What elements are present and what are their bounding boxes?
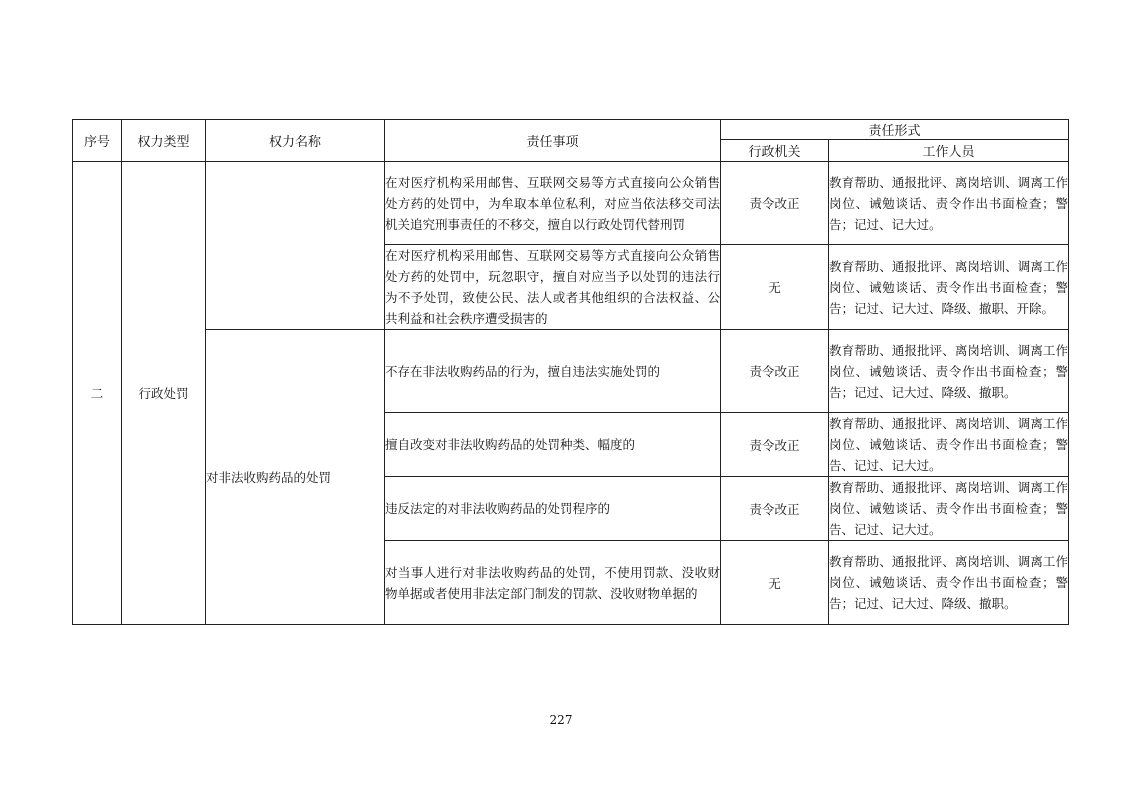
cell-staff: 教育帮助、通报批评、离岗培训、调离工作岗位、诫勉谈话、责令作出书面检查；警告；记过、记大过、降级、撤职。: [829, 330, 1069, 413]
page-number: 227: [549, 713, 573, 727]
cell-matter: 擅自改变对非法收购药品的处罚种类、幅度的: [385, 413, 721, 477]
cell-staff: 教育帮助、通报批评、离岗培训、调离工作岗位、诫勉谈话、责令作出书面检查；警告、记过、记大过。: [829, 413, 1069, 477]
cell-agency: 责令改正: [721, 330, 829, 413]
cell-name-empty: [206, 162, 385, 330]
cell-agency: 无: [721, 245, 829, 330]
cell-staff: 教育帮助、通报批评、离岗培训、调离工作岗位、诫勉谈话、责令作出书面检查；警告；记过、记大过、降级、撤职、开除。: [829, 245, 1069, 330]
table-row: [73, 330, 1069, 413]
header-seq: 序号: [73, 120, 122, 162]
cell-staff: 教育帮助、通报批评、离岗培训、调离工作岗位、诫勉谈话、责令作出书面检查；警告；记过、记大过、降级、撤职。: [829, 541, 1069, 625]
responsibility-table: [72, 119, 1069, 625]
table-row: [73, 162, 1069, 245]
cell-matter: 在对医疗机构采用邮售、互联网交易等方式直接向公众销售处方药的处罚中，为牟取本单位私利，对应当依法移交司法机关追究刑事责任的不移交，擅自以行政处罚代替刑罚: [385, 162, 721, 245]
header-form: 责任形式: [721, 120, 1069, 140]
header-row-1: [73, 120, 1069, 140]
cell-staff: 教育帮助、通报批评、离岗培训、调离工作岗位、诫勉谈话、责令作出书面检查；警告、记过、记大过。: [829, 477, 1069, 541]
cell-agency: 责令改正: [721, 477, 829, 541]
cell-name: 对非法收购药品的处罚: [206, 330, 385, 625]
header-staff: 工作人员: [829, 140, 1069, 162]
cell-agency: 无: [721, 541, 829, 625]
header-name: 权力名称: [206, 120, 385, 162]
cell-matter: 在对医疗机构采用邮售、互联网交易等方式直接向公众销售处方药的处罚中，玩忽职守，擅自对应当予以处罚的违法行为不予处罚，致使公民、法人或者其他组织的合法权益、公共利益和社会秩序遭受损害的: [385, 245, 721, 330]
cell-seq: 二: [73, 162, 122, 625]
cell-matter: 对当事人进行对非法收购药品的处罚，不使用罚款、没收财物单据或者使用非法定部门制发的罚款、没收财物单据的: [385, 541, 721, 625]
header-matter: 责任事项: [385, 120, 721, 162]
cell-matter: 不存在非法收购药品的行为，擅自违法实施处罚的: [385, 330, 721, 413]
cell-matter: 违反法定的对非法收购药品的处罚程序的: [385, 477, 721, 541]
header-agency: 行政机关: [721, 140, 829, 162]
header-type: 权力类型: [122, 120, 206, 162]
cell-type: 行政处罚: [122, 162, 206, 625]
cell-staff: 教育帮助、通报批评、离岗培训、调离工作岗位、诫勉谈话、责令作出书面检查；警告；记过、记大过。: [829, 162, 1069, 245]
cell-agency: 责令改正: [721, 413, 829, 477]
cell-agency: 责令改正: [721, 162, 829, 245]
